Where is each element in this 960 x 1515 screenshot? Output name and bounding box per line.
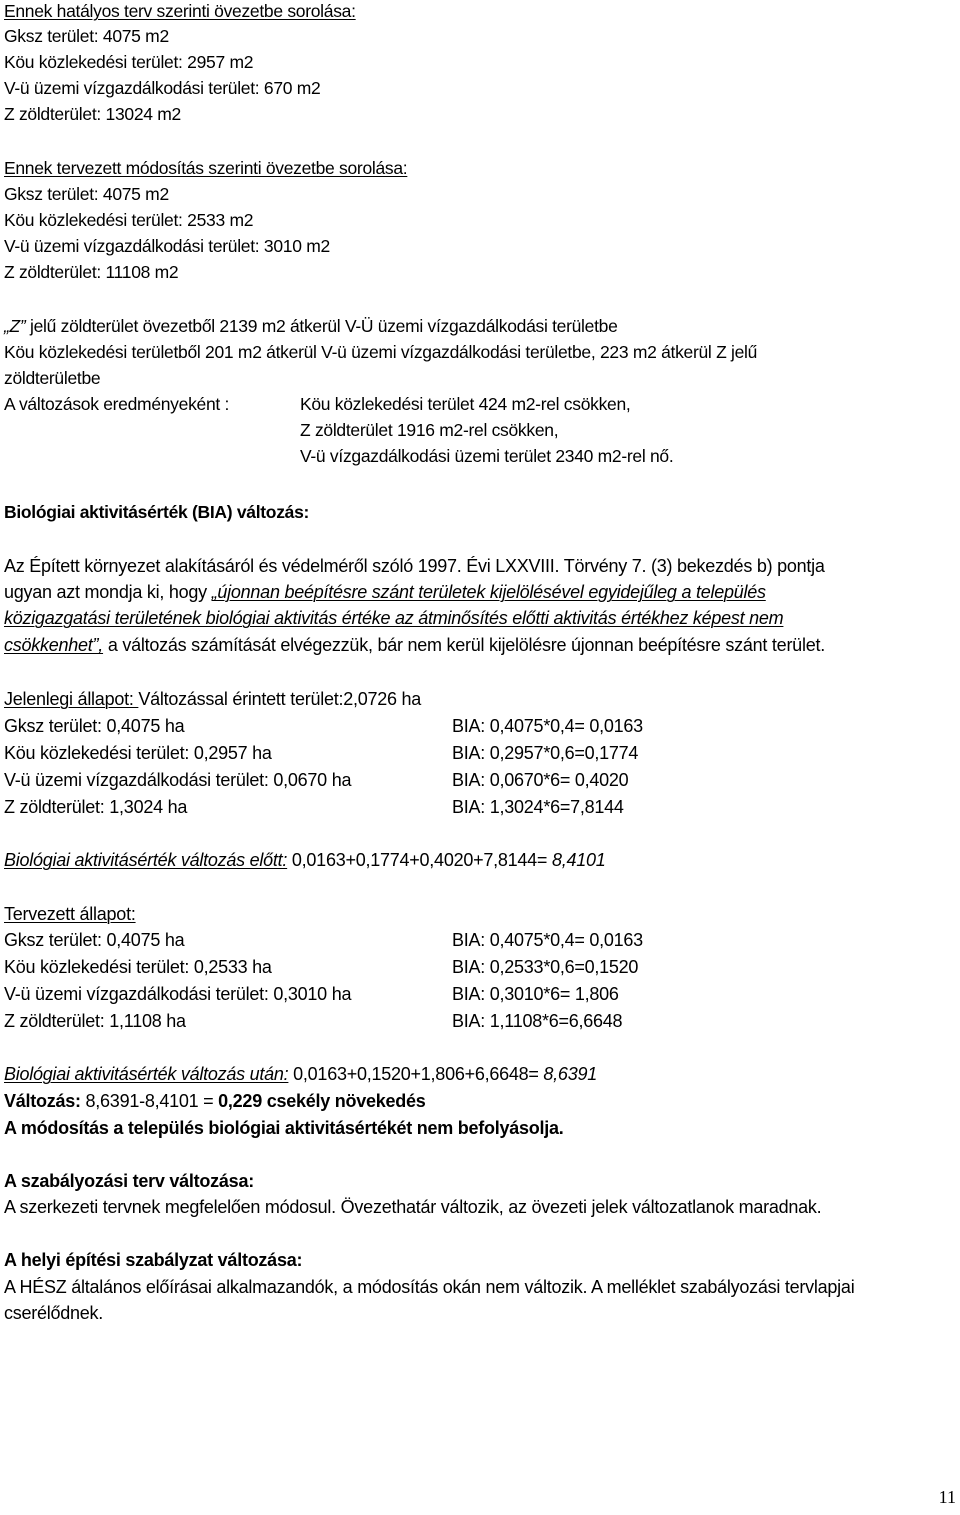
after-row-area: V-ü üzemi vízgazdálkodási terület: 0,3010 ha — [4, 984, 352, 1004]
transfer-line-1-text: jelű zöldterület övezetből 2139 m2 átkerül V-Ü üzemi vízgazdálkodási területbe — [25, 316, 618, 336]
planned-zoning-heading: Ennek tervezett módosítás szerinti övezetbe sorolása: — [4, 158, 408, 178]
before-sum-line — [4, 849, 606, 871]
law-paragraph: (3) bekezdés b) pontja — [651, 556, 825, 576]
law-intro: ugyan azt mondja ki, hogy — [4, 582, 212, 602]
results-label: A változások eredményeként : — [4, 394, 230, 414]
before-row-area: Gksz terület: 0,4075 ha — [4, 716, 185, 736]
before-sum-expression: 0,0163+0,1774+0,4020+7,8144= — [287, 850, 552, 870]
before-sum-label: Biológiai aktivitásérték változás előtt: — [4, 850, 288, 870]
after-row-bia: BIA: 0,2533*0,6=0,1520 — [452, 957, 639, 977]
page-number: 11 — [938, 1487, 956, 1507]
after-sum-line — [4, 1063, 597, 1085]
change-result: 0,229 csekély növekedés — [218, 1091, 426, 1111]
law-line-4 — [4, 634, 825, 656]
planned-zoning-line: Z zöldterület: 11108 m2 — [4, 262, 179, 282]
before-row-area: Köu közlekedési terület: 0,2957 ha — [4, 743, 272, 763]
law-line-1 — [4, 555, 825, 577]
local-rules-heading: A helyi építési szabályzat változása: — [4, 1250, 303, 1270]
result-line: Z zöldterület 1916 m2-rel csökken, — [300, 420, 559, 440]
law-quote-line: közigazgatási területének biológiai aktivitás értéke az átminősítés előtti aktivitás értékhez képest nem — [4, 608, 784, 628]
current-zoning-heading: Ennek hatályos terv szerinti övezetbe sorolása: — [4, 1, 356, 21]
before-row-bia: BIA: 0,4075*0,4= 0,0163 — [452, 716, 643, 736]
z-zone-mark: „Z” — [4, 316, 26, 336]
current-zoning-line: V-ü üzemi vízgazdálkodási terület: 670 m2 — [4, 78, 321, 98]
regulation-plan-text: A szerkezeti tervnek megfelelően módosul. Övezethatár változik, az övezeti jelek változatlanok maradnak. — [4, 1197, 822, 1217]
law-quote-end: csökkenhet”, — [4, 635, 104, 655]
planned-zoning-line: Gksz terület: 4075 m2 — [4, 184, 169, 204]
before-state-line — [4, 688, 421, 710]
result-line: V-ü vízgazdálkodási üzemi terület 2340 m2-rel nő. — [300, 446, 674, 466]
before-row-area: V-ü üzemi vízgazdálkodási terület: 0,0670 ha — [4, 770, 352, 790]
current-zoning-line: Gksz terület: 4075 m2 — [4, 26, 169, 46]
change-conclusion: A módosítás a település biológiai aktivitásértékét nem befolyásolja. — [4, 1118, 564, 1138]
law-quote: „újonnan beépítésre szánt területek kijelölésével egyidejűleg a település — [211, 582, 766, 602]
after-sum-value: 8,6391 — [543, 1064, 597, 1084]
before-sum-value: 8,4101 — [551, 850, 606, 870]
after-row-bia: BIA: 0,4075*0,4= 0,0163 — [452, 930, 643, 950]
local-rules-text: A HÉSZ általános előírásai alkalmazandók, a módosítás okán nem változik. A melléklet szabályozási tervlapjai — [4, 1277, 855, 1297]
after-sum-label: Biológiai aktivitásérték változás után: — [4, 1064, 289, 1084]
before-row-bia: BIA: 0,0670*6= 0,4020 — [452, 770, 629, 790]
result-line: Köu közlekedési terület 424 m2-rel csökken, — [300, 394, 631, 414]
transfer-line-3: zöldterületbe — [4, 368, 101, 388]
after-row-bia: BIA: 1,1108*6=6,6648 — [452, 1011, 623, 1031]
planned-zoning-line: Köu közlekedési terület: 2533 m2 — [4, 210, 254, 230]
before-row-area: Z zöldterület: 1,3024 ha — [4, 797, 188, 817]
current-zoning-line: Köu közlekedési terület: 2957 m2 — [4, 52, 254, 72]
affected-area: Változással érintett terület:2,0726 ha — [138, 689, 422, 709]
after-sum-expression: 0,0163+0,1520+1,806+6,6648= — [288, 1064, 544, 1084]
before-state-label: Jelenlegi állapot: — [4, 689, 139, 709]
law-conclusion: a változás számítását elvégezzük, bár nem kerül kijelölésre újonnan beépítésre szánt terület. — [103, 635, 825, 655]
after-state-label: Tervezett állapot: — [4, 904, 136, 924]
after-row-area: Köu közlekedési terület: 0,2533 ha — [4, 957, 272, 977]
local-rules-text: cserélődnek. — [4, 1303, 104, 1323]
bia-heading: Biológiai aktivitásérték (BIA) változás: — [4, 502, 310, 522]
change-label: Változás: — [4, 1091, 81, 1111]
regulation-plan-heading: A szabályozási terv változása: — [4, 1171, 254, 1191]
current-zoning-line: Z zöldterület: 13024 m2 — [4, 104, 181, 124]
before-row-bia: BIA: 1,3024*6=7,8144 — [452, 797, 624, 817]
after-row-bia: BIA: 0,3010*6= 1,806 — [452, 984, 619, 1004]
change-expression: 8,6391-8,4101 = — [80, 1091, 219, 1111]
after-row-area: Gksz terület: 0,4075 ha — [4, 930, 185, 950]
law-line-2 — [4, 581, 766, 603]
planned-zoning-line: V-ü üzemi vízgazdálkodási terület: 3010 m2 — [4, 236, 330, 256]
transfer-line-2: Köu közlekedési területből 201 m2 átkerül V-ü üzemi vízgazdálkodási területbe, 223 m2 átkerül Z jelű — [4, 342, 758, 362]
after-row-area: Z zöldterület: 1,1108 ha — [4, 1011, 186, 1031]
transfer-line-1 — [4, 315, 618, 337]
change-line — [4, 1090, 426, 1112]
before-row-bia: BIA: 0,2957*0,6=0,1774 — [452, 743, 639, 763]
law-reference: Az Épített környezet alakításáról és védelméről szóló 1997. Évi LXXVIII. Törvény 7. — [4, 556, 647, 576]
